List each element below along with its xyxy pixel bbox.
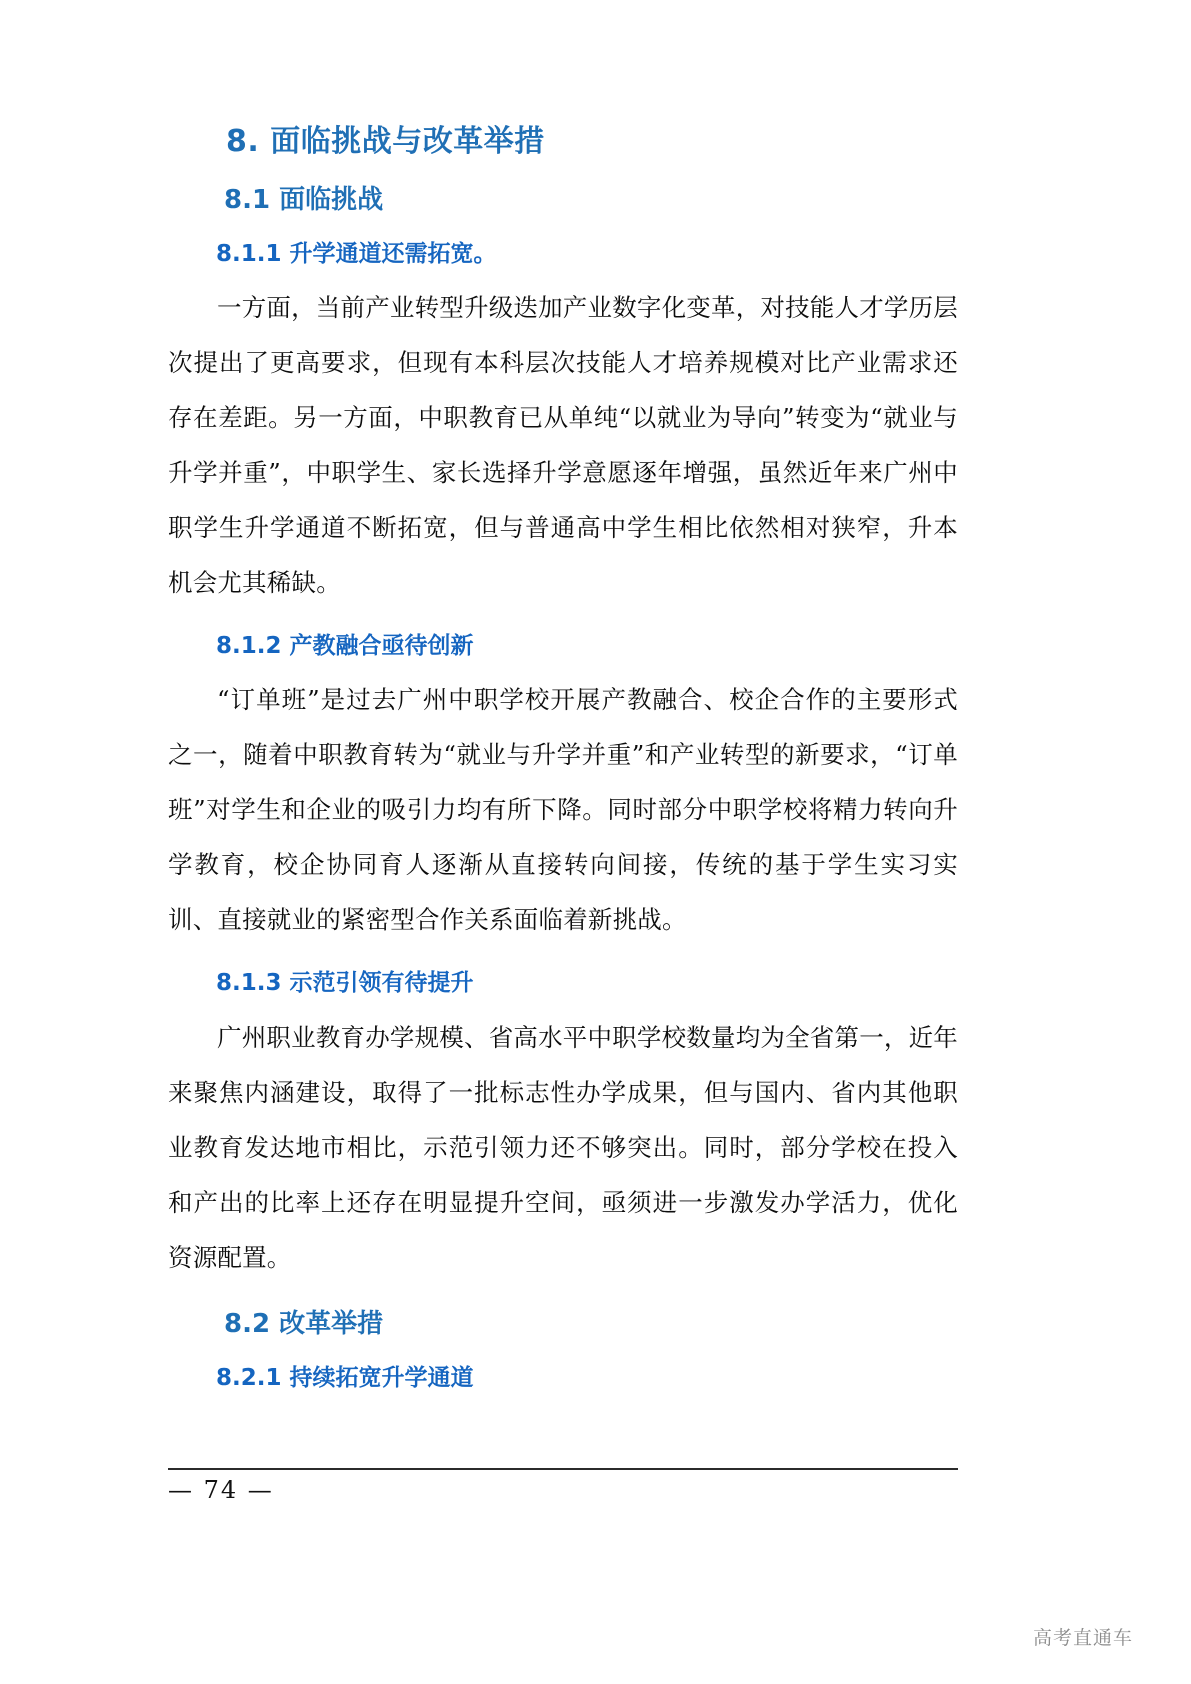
heading-8-1-3: 8.1.3 示范引领有待提升 bbox=[216, 970, 474, 997]
paragraph-8-1-2: “订单班”是过去广州中职学校开展产教融合、校企合作的主要形式之一，随着中职教育转为“就业与升学并重”和产业转型的新要求，“订单班”对学生和企业的吸引力均有所下降。同时部分中职学校将精力转向升学教育，校企协同育人逐渐从直接转向间接，传统的基于学生实习实训、直接就业的紧密型合作关系面临着新挑战。 bbox=[168, 685, 958, 935]
subsection-heading-8-1: 8.1 面临挑战 bbox=[224, 185, 384, 215]
subsection-heading-8-2: 8.2 改革举措 bbox=[224, 1308, 384, 1339]
paragraph-8-1-1: 一方面，当前产业转型升级迭加产业数字化变革，对技能人才学历层次提出了更高要求，但现有本科层次技能人才培养规模对比产业需求还存在差距。另一方面，中职教育已从单纯“以就业为导向”转变为“就业与升学并重”，中职学生、家长选择升学意愿逐年增强，虽然近年来广州中职学生升学通道不断拓宽，但与普通高中学生相比依然相对狭窄，升本机会尤其稀缺。 bbox=[168, 293, 958, 598]
heading-8-2-1: 8.2.1 持续拓宽升学通道 bbox=[216, 1364, 474, 1391]
section-heading-8: 8. 面临挑战与改革举措 bbox=[226, 124, 545, 159]
page-number: — 74 — bbox=[168, 1476, 274, 1504]
watermark-label: 高考直通车 bbox=[1032, 1627, 1133, 1649]
page-content bbox=[168, 122, 958, 1404]
heading-8-1-2: 8.1.2 产教融合亟待创新 bbox=[216, 633, 474, 660]
footer-divider bbox=[168, 1468, 958, 1470]
paragraph-8-1-3: 广州职业教育办学规模、省高水平中职学校数量均为全省第一，近年来聚焦内涵建设，取得了一批标志性办学成果，但与国内、省内其他职业教育发达地市相比，示范引领力还不够突出。同时，部分学校在投入和产出的比率上还存在明显提升空间，亟须进一步激发办学活力，优化资源配置。 bbox=[168, 1022, 958, 1272]
heading-8-1-1: 8.1.1 升学通道还需拓宽。 bbox=[216, 241, 497, 268]
